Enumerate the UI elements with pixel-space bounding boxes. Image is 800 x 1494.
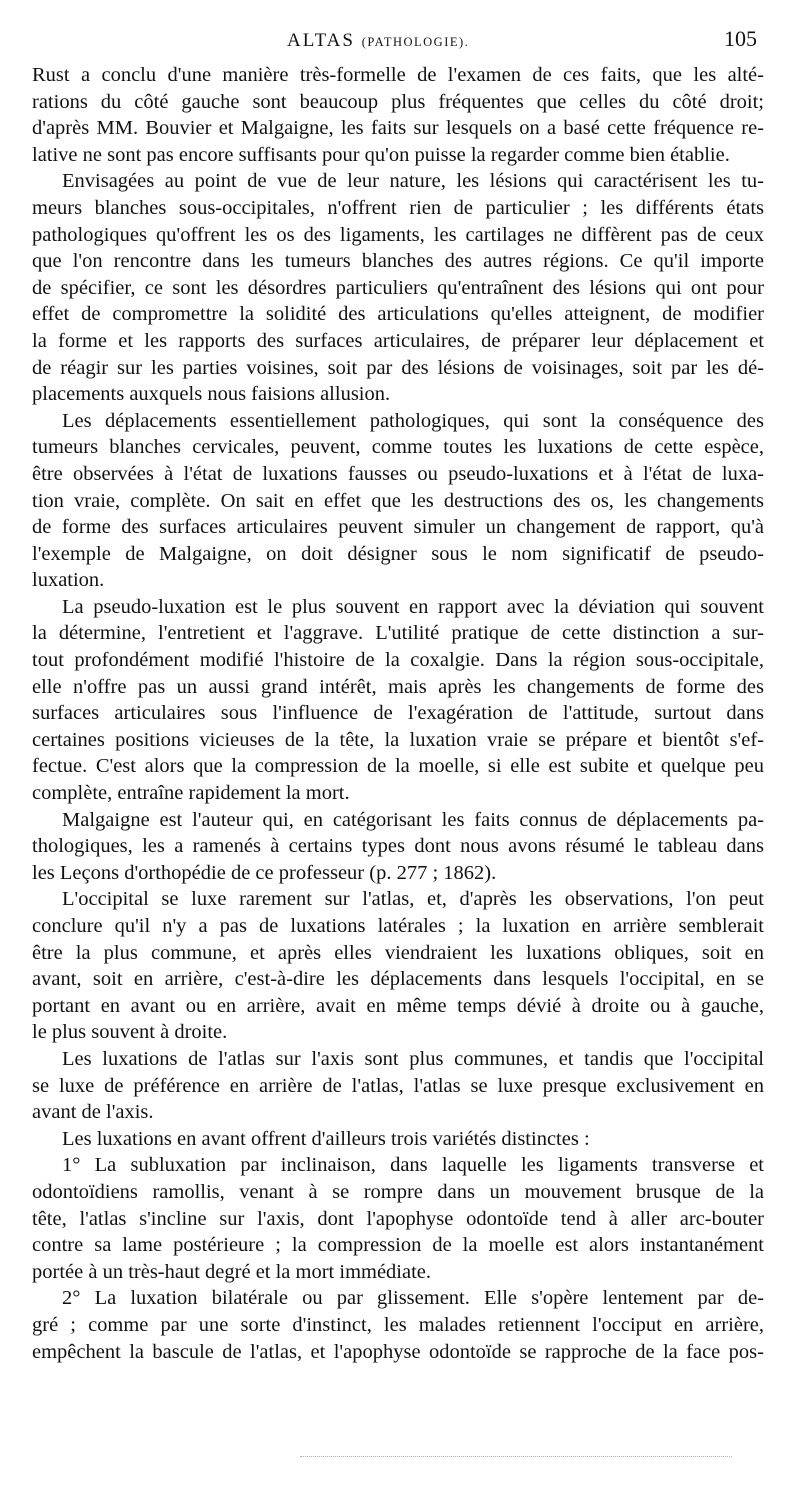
text-line: que l'on rencontre dans les tumeurs blanches des autres régions. Ce qu'il importe <box>32 250 764 273</box>
text-line: d'après MM. Bouvier et Malgaigne, les faits sur lesquels on a basé cette fréquence re- <box>32 117 764 140</box>
text-line: être observées à l'état de luxations fausses ou pseudo-luxations et à l'état de luxa- <box>32 462 764 485</box>
text-line: se luxe de préférence en arrière de l'atlas, l'atlas se luxe presque exclusivement en <box>32 1074 764 1097</box>
page-number: 105 <box>724 26 757 51</box>
text-line: lative ne sont pas encore suffisants pour qu'on puisse la regarder comme bien établie. <box>32 143 730 166</box>
text-line: thologiques, les a ramenés à certains types dont nous avons résumé le tableau dans <box>32 835 764 858</box>
text-line: odontoïdiens ramollis, venant à se rompre dans un mouvement brusque de la <box>32 1180 764 1203</box>
text-line: de forme des surfaces articulaires peuvent simuler un changement de rapport, qu'à <box>32 516 764 539</box>
text-line: portée à un très-haut degré et la mort immédiate. <box>32 1260 432 1283</box>
text-line: les Leçons d'orthopédie de ce professeur (p. 277 ; 1862). <box>32 861 497 884</box>
text-line: tête, l'atlas s'incline sur l'axis, dont l'apophyse odontoïde tend à aller arc-bouter <box>32 1207 764 1230</box>
text-line: gré ; comme par une sorte d'instinct, les malades retiennent l'occiput en arrière, <box>32 1313 764 1336</box>
text-line: contre sa lame postérieure ; la compression de la moelle est alors instantanément <box>32 1234 764 1257</box>
text-line: tumeurs blanches cervicales, peuvent, comme toutes les luxations de cette espèce, <box>32 436 764 459</box>
text-line: elle n'offre pas un aussi grand intérêt, mais après les changements de forme des <box>32 675 764 698</box>
text-line: la détermine, l'entretient et l'aggrave. L'utilité pratique de cette distinction a sur- <box>32 622 764 645</box>
text-line: effet de compromettre la solidité des articulations qu'elles atteignent, de modifier <box>32 303 764 326</box>
text-line: la forme et les rapports des surfaces articulaires, de préparer leur déplacement et <box>32 329 764 352</box>
text-line: luxation. <box>32 569 105 592</box>
text-line: rations du côté gauche sont beaucoup plus fréquentes que celles du côté droit; <box>32 90 764 113</box>
text-line: avant, soit en arrière, c'est-à-dire les déplacements dans lesquels l'occipital, en se <box>32 968 764 991</box>
text-line: portant en avant ou en arrière, avait en même temps dévié à droite ou à gauche, <box>32 994 764 1017</box>
text-line: tion vraie, complète. On sait en effet que les destructions des os, les changements <box>32 489 764 512</box>
text-line: Envisagées au point de vue de leur nature, les lésions qui caractérisent les tu- <box>62 170 764 193</box>
text-line: 1° La subluxation par inclinaison, dans laquelle les ligaments transverse et <box>62 1154 764 1177</box>
text-line: empêchent la bascule de l'atlas, et l'apophyse odontoïde se rapproche de la face pos- <box>32 1340 764 1363</box>
running-header <box>0 26 800 56</box>
text-line: certaines positions vicieuses de la tête, la luxation vraie se prépare et bientôt s'ef- <box>32 728 764 751</box>
text-line: pathologiques qu'offrent les os des ligaments, les cartilages ne diffèrent pas de ceux <box>32 223 764 246</box>
header-subtitle: (PATHOLOGIE). <box>361 35 470 49</box>
text-line: complète, entraîne rapidement la mort. <box>32 782 350 805</box>
body-text <box>32 62 764 1365</box>
text-line: tout profondément modifié l'histoire de la coxalgie. Dans la région sous-occipitale, <box>32 649 764 672</box>
text-line: être la plus commune, et après elles viendraient les luxations obliques, soit en <box>32 941 764 964</box>
text-line: Les déplacements essentiellement pathologiques, qui sont la conséquence des <box>62 409 764 432</box>
text-line: Rust a conclu d'une manière très-formelle de l'examen de ces faits, que les alté- <box>32 64 764 86</box>
text-line: avant de l'axis. <box>32 1101 154 1124</box>
text-line: de spécifier, ce sont les désordres particuliers qu'entraînent des lésions qui ont pour <box>32 276 764 299</box>
text-line: Malgaigne est l'auteur qui, en catégorisant les faits connus de déplacements pa- <box>62 808 764 831</box>
header-title <box>287 30 469 52</box>
text-line: le plus souvent à droite. <box>32 1021 228 1044</box>
text-line: 2° La luxation bilatérale ou par glissement. Elle s'opère lentement par de- <box>62 1287 764 1310</box>
text-line: conclure qu'il n'y a pas de luxations latérales ; la luxation en arrière semblerait <box>32 915 764 937</box>
text-line: l'exemple de Malgaigne, on doit désigner sous le nom significatif de pseudo- <box>32 542 764 565</box>
text-line: fectue. C'est alors que la compression de la moelle, si elle est subite et quelque peu <box>32 755 764 778</box>
text-line: surfaces articulaires sous l'influence de l'exagération de l'attitude, surtout dans <box>32 702 764 725</box>
text-line: L'occipital se luxe rarement sur l'atlas, et, d'après les observations, l'on peut <box>62 888 764 911</box>
bottom-rule <box>300 1456 732 1457</box>
text-line: placements auxquels nous faisions allusion. <box>32 383 391 406</box>
text-line: La pseudo-luxation est le plus souvent en rapport avec la déviation qui souvent <box>62 595 764 618</box>
text-line: de réagir sur les parties voisines, soit par des lésions de voisinages, soit par les dé- <box>32 356 764 379</box>
text-line: Les luxations en avant offrent d'ailleurs trois variétés distinctes : <box>62 1127 590 1150</box>
header-title-text: ALTAS <box>287 30 355 51</box>
text-line: Les luxations de l'atlas sur l'axis sont plus communes, et tandis que l'occipital <box>62 1047 764 1070</box>
text-line: meurs blanches sous-occipitales, n'offrent rien de particulier ; les différents états <box>32 196 764 219</box>
